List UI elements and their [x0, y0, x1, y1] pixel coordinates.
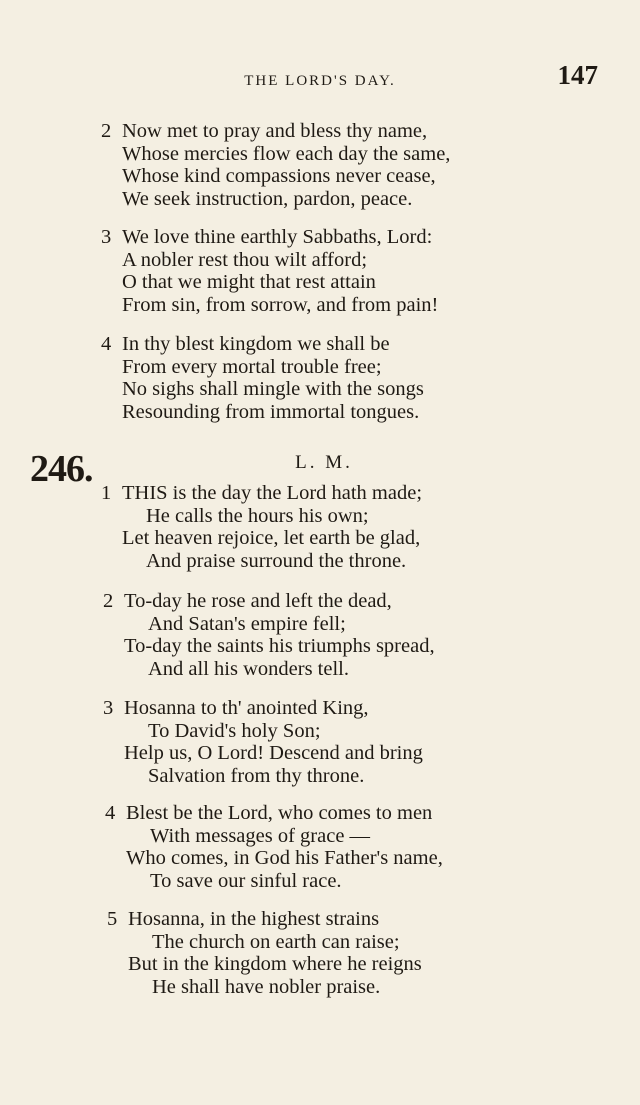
stanza-line: And Satan's empire fell; — [148, 612, 346, 635]
stanza-line: We seek instruction, pardon, peace. — [122, 187, 413, 210]
hymn-stanza-2 — [103, 590, 435, 680]
running-title: THE LORD'S DAY. — [244, 73, 396, 89]
stanza-line: From every mortal trouble free; — [122, 355, 382, 378]
stanza-line: Salvation from thy throne. — [148, 764, 365, 787]
stanza-prev-3 — [101, 226, 439, 316]
stanza-line: The church on earth can raise; — [152, 930, 400, 953]
stanza-line: O that we might that rest attain — [122, 271, 376, 294]
stanza-line: To save our sinful race. — [150, 869, 342, 892]
stanza-line: 3 Hosanna to th' anointed King, — [103, 697, 369, 719]
stanza-number: 4 — [101, 333, 112, 355]
hymn-stanza-5 — [107, 908, 422, 998]
stanza-line: And praise surround the throne. — [146, 549, 407, 572]
stanza-line: 2 To-day he rose and left the dead, — [103, 590, 392, 612]
stanza-line: 4 Blest be the Lord, who comes to men — [105, 802, 433, 824]
hymn-number: 246. — [30, 448, 93, 490]
hymn-stanza-3 — [103, 697, 423, 787]
stanza-line: He calls the hours his own; — [146, 504, 369, 527]
stanza-number: 2 — [101, 120, 112, 142]
stanza-number: 3 — [101, 226, 112, 248]
stanza-number: 4 — [105, 802, 116, 824]
stanza-prev-2 — [101, 120, 451, 210]
stanza-line: Whose mercies flow each day the same, — [122, 142, 451, 165]
stanza-line: He shall have nobler praise. — [152, 975, 381, 998]
page-number: 147 — [557, 60, 598, 90]
stanza-number: 5 — [107, 908, 118, 930]
stanza-line: Let heaven rejoice, let earth be glad, — [122, 527, 421, 550]
stanza-line: To David's holy Son; — [148, 719, 321, 742]
stanza-line: With messages of grace — — [150, 824, 371, 847]
stanza-prev-4 — [101, 333, 424, 423]
hymn-meter: L. M. — [295, 452, 353, 473]
hymn-stanza-1 — [101, 482, 423, 572]
stanza-line: To-day the saints his triumphs spread, — [124, 635, 435, 658]
stanza-number: 2 — [103, 590, 114, 612]
stanza-line: A nobler rest thou wilt afford; — [122, 248, 368, 271]
stanza-line: No sighs shall mingle with the songs — [122, 378, 424, 401]
stanza-line: 1 THIS is the day the Lord hath made; — [101, 482, 423, 504]
stanza-line: And all his wonders tell. — [148, 657, 349, 680]
stanza-line: 4 In thy blest kingdom we shall be — [101, 333, 390, 355]
stanza-line: From sin, from sorrow, and from pain! — [122, 293, 439, 316]
stanza-line: But in the kingdom where he reigns — [128, 953, 422, 976]
stanza-line: 5 Hosanna, in the highest strains — [107, 908, 380, 930]
stanza-line: 2 Now met to pray and bless thy name, — [101, 120, 428, 142]
stanza-number: 3 — [103, 697, 114, 719]
hymn-stanza-4 — [105, 802, 443, 892]
stanza-line: Whose kind compassions never cease, — [122, 165, 436, 188]
stanza-number: 1 — [101, 482, 112, 504]
stanza-line: Resounding from immortal tongues. — [122, 400, 420, 423]
stanza-line: Who comes, in God his Father's name, — [126, 847, 443, 870]
stanza-line: Help us, O Lord! Descend and bring — [124, 742, 423, 765]
stanza-line: 3 We love thine earthly Sabbaths, Lord: — [101, 226, 433, 248]
